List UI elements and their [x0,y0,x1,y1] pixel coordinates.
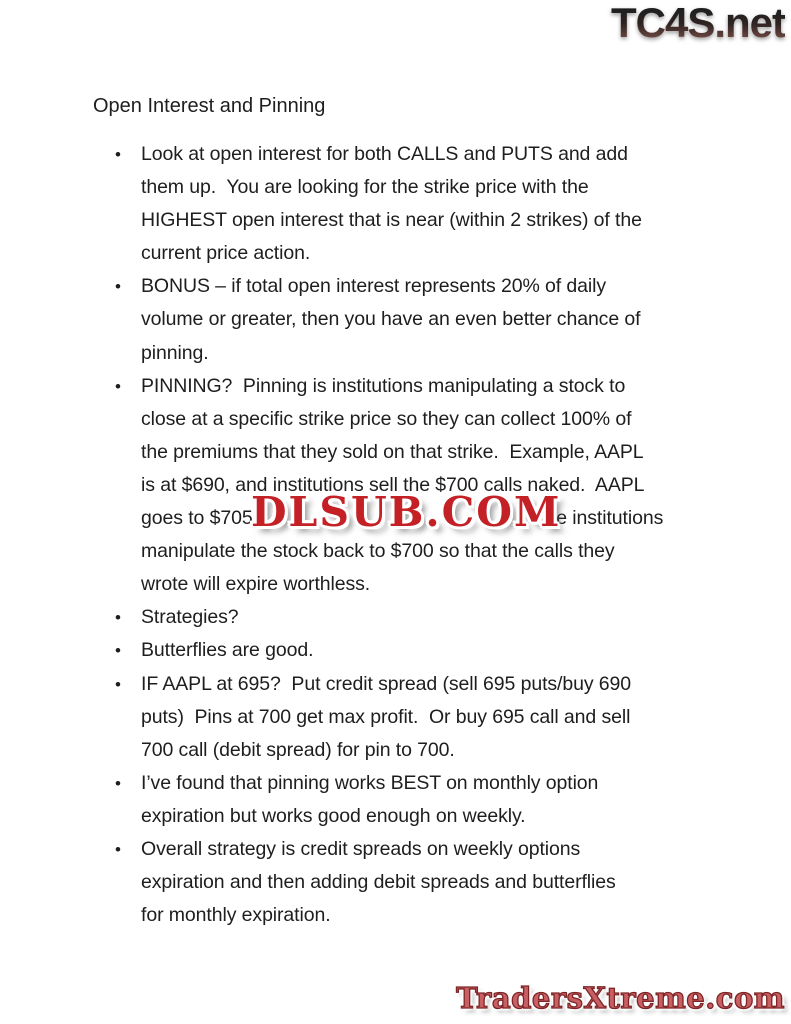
bullet-dot-icon: • [115,608,121,628]
text-line: BONUS – if total open interest represents 20% of daily [141,275,607,298]
bullet-item [115,668,735,767]
text-line: puts) Pins at 700 get max profit. Or buy 695 call and sell [141,705,631,728]
text-line: the premiums that they sold on that strike. Example, AAPL [141,440,644,463]
bullet-lines [141,601,735,634]
bullet-item [115,833,735,932]
bullet-item [115,370,735,602]
bullet-lines [141,767,735,833]
text-line: pinning. [141,341,209,364]
tradersxtreme-logo: TradersXtreme.com [456,981,785,1015]
text-line: manipulate the stock back to $700 so that the calls they [141,540,615,563]
text-line: volume or greater, then you have an even better chance of [141,308,641,331]
bullet-dot-icon: • [115,376,121,396]
text-line: expiration and then adding debit spreads and butterflies [141,871,616,894]
text-line: HIGHEST open interest that is near (within 2 strikes) of the [141,209,642,232]
text-line: I’ve found that pinning works BEST on monthly option [141,771,599,794]
text-line: close at a specific strike price so they can collect 100% of [141,407,632,430]
text-line: Strategies? [141,606,239,629]
text-line: wrote will expire worthless. [141,573,371,596]
bullet-lines [141,370,735,602]
bullet-item [115,138,735,270]
bullet-dot-icon: • [115,839,121,859]
text-line: expiration but works good enough on weekly. [141,804,526,827]
dlsub-watermark: DLSUB.COM [251,488,562,536]
text-line: is at $690, and institutions sell the $700 calls naked. AAPL [141,473,645,496]
text-fragment: se institutions [546,507,664,530]
text-line: Overall strategy is credit spreads on weekly options [141,837,581,860]
bullet-item [115,601,735,634]
text-line: Look at open interest for both CALLS and PUTS and add [141,143,628,165]
text-line: them up. You are looking for the strike price with the [141,176,589,199]
bullet-lines [141,668,735,767]
text-line: for monthly expiration. [141,904,331,927]
bullet-lines [141,270,735,369]
bullet-dot-icon: • [115,641,121,661]
bullet-lines [141,833,735,932]
text-line: 700 call (debit spread) for pin to 700. [141,738,455,761]
bullet-item [115,767,735,833]
text-line: PINNING? Pinning is institutions manipulating a stock to [141,374,626,397]
page-title: Open Interest and Pinning [93,95,326,117]
bullet-dot-icon: • [115,145,121,164]
text-line: Butterflies are good. [141,639,314,662]
tc4s-logo: TC4S.net [610,0,785,46]
bullet-dot-icon: • [115,674,121,694]
text-line: IF AAPL at 695? Put credit spread (sell 695 puts/buy 690 [141,672,632,695]
bullet-dot-icon: • [115,277,121,297]
bullet-lines [141,634,735,667]
text-fragment: goes to $705 [141,507,253,530]
bullet-dot-icon: • [115,773,121,793]
bullet-lines [141,138,735,270]
bullet-item [115,270,735,369]
bullet-item [115,634,735,667]
text-line: current price action. [141,242,311,265]
